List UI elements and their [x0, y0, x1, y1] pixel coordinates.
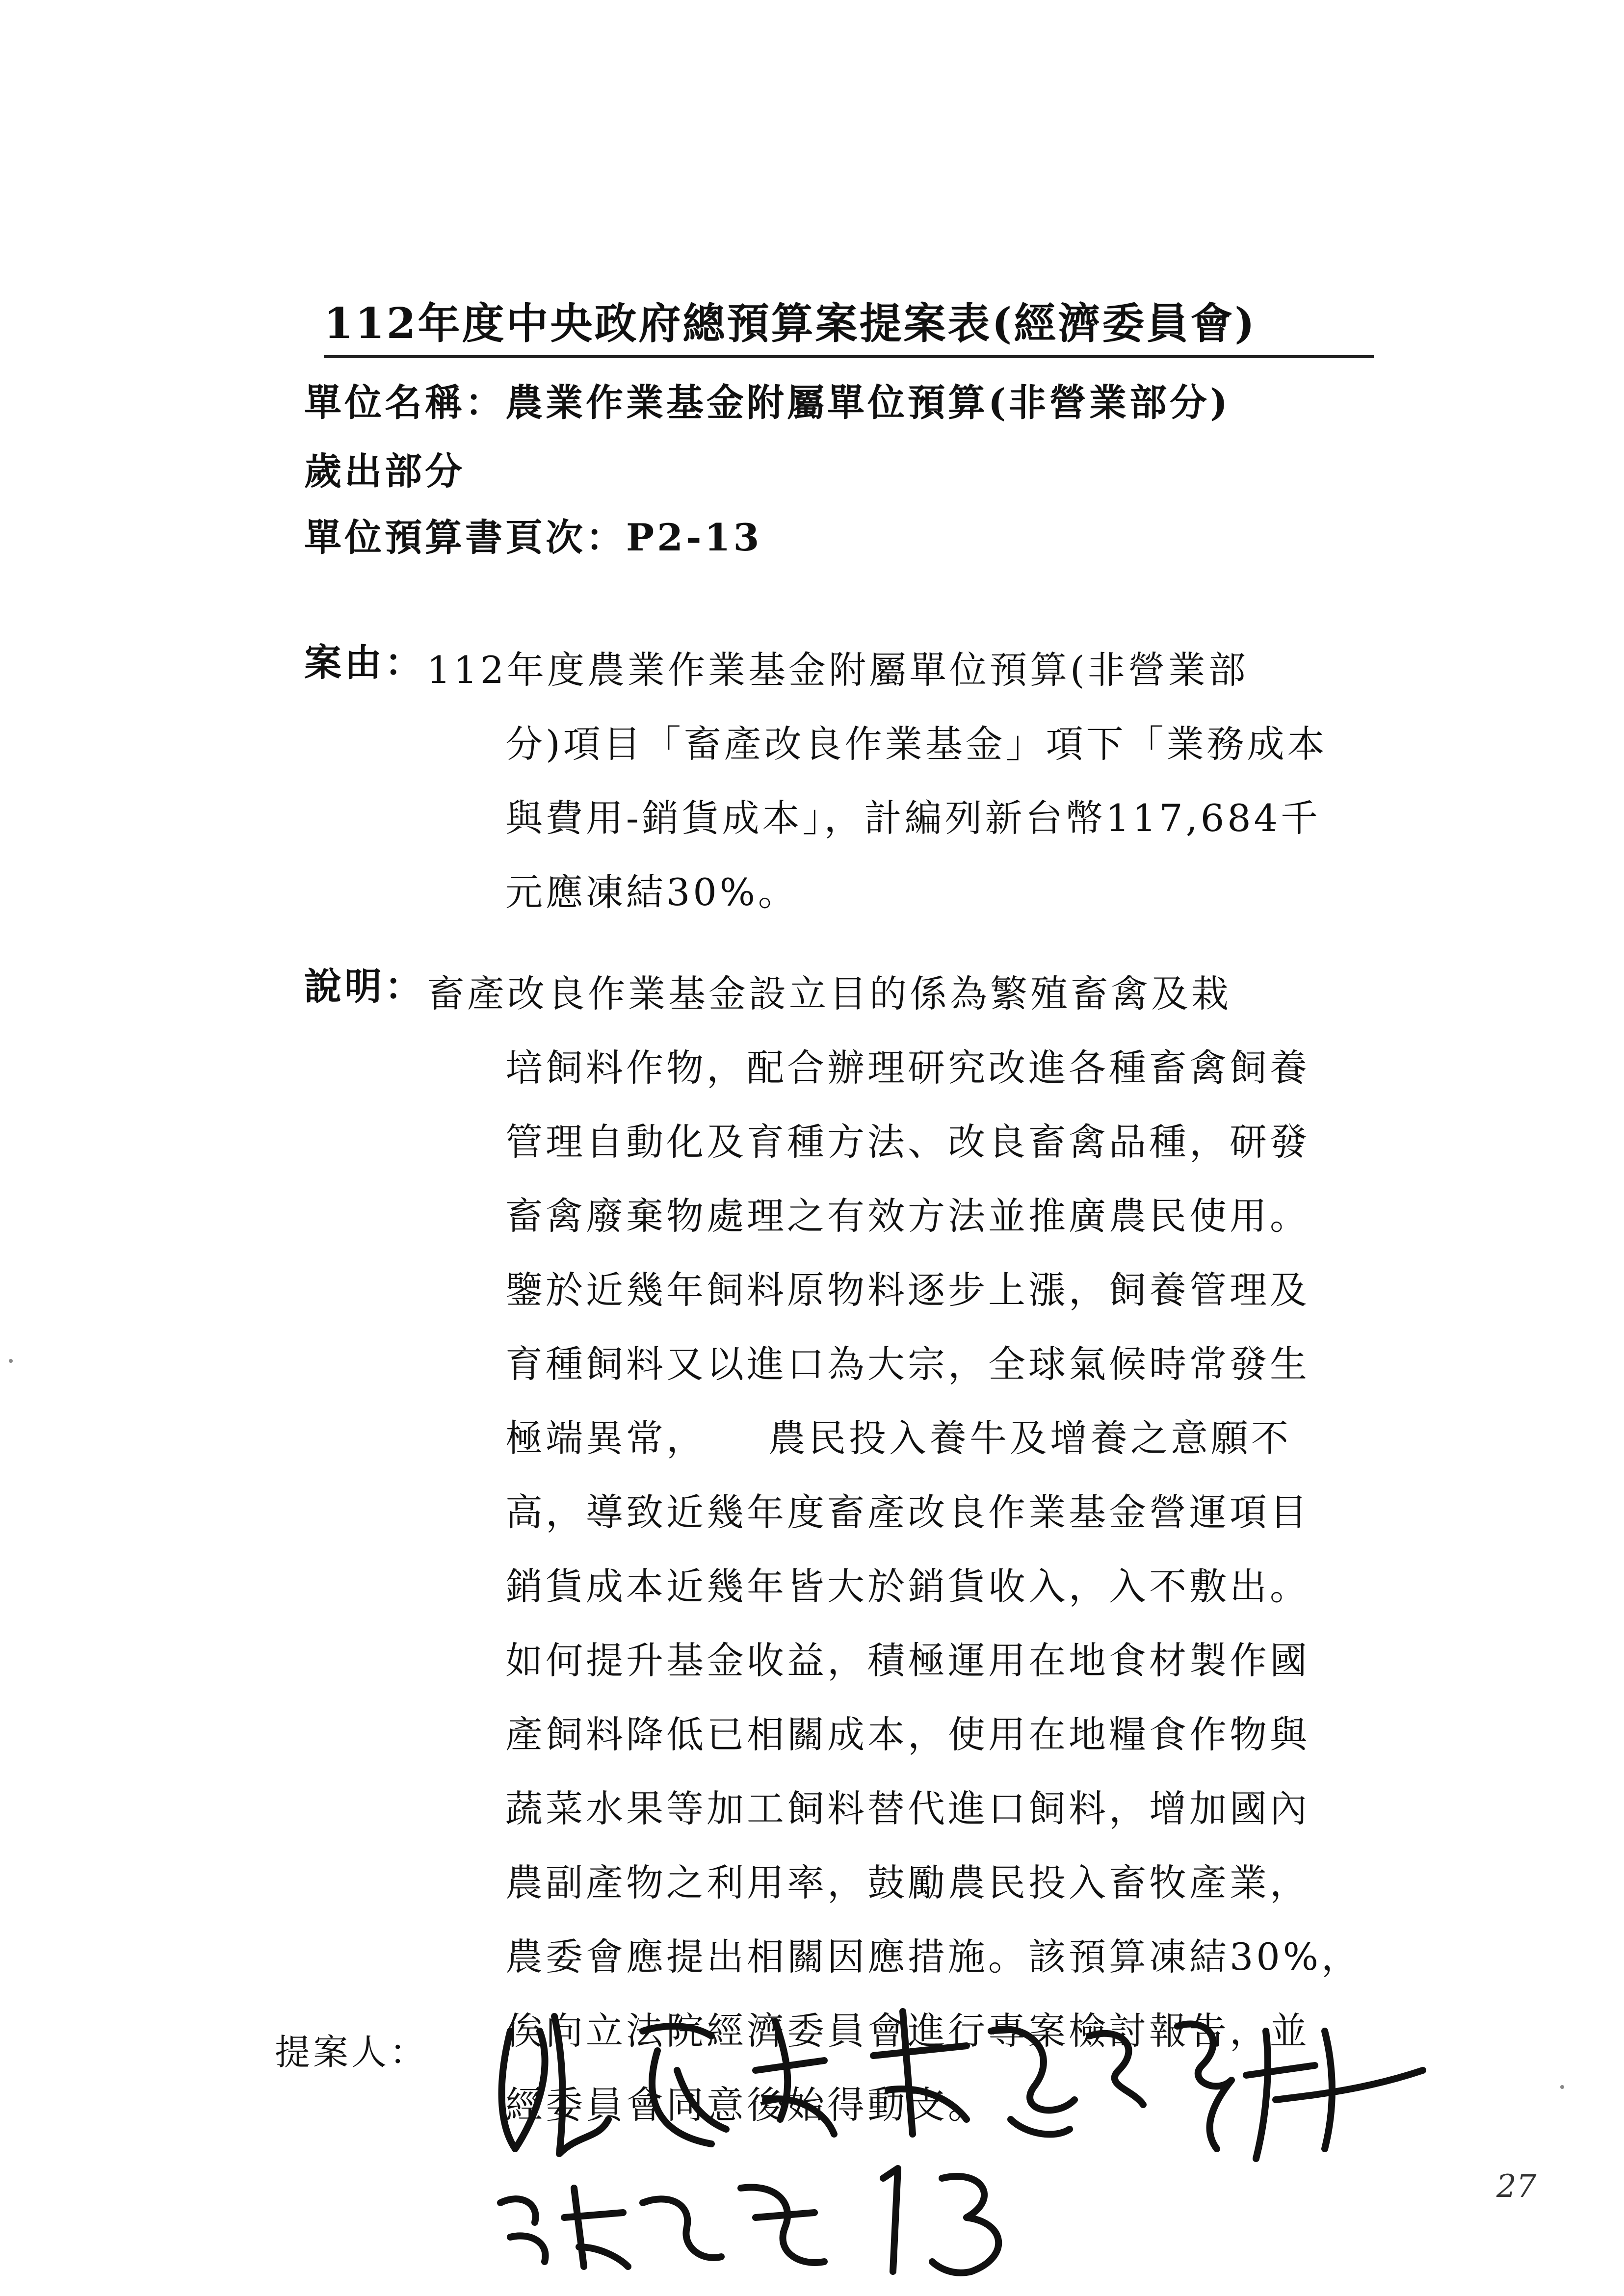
proposer-label: 提案人：: [275, 2032, 428, 2073]
case-line: 分)項目「畜產改良作業基金」項下「業務成本: [505, 722, 1328, 766]
explanation-line: 俟向立法院經濟委員會進行專案檢討報告，並: [505, 2009, 1310, 2053]
case-line: 與費用-銷貨成本」，計編列新台幣117,684千: [505, 796, 1321, 840]
explanation-line: 畜產改良作業基金設立目的係為繁殖畜禽及栽: [427, 972, 1231, 1016]
explanation-line: 極端異常， 農民投入養牛及增養之意願不: [505, 1416, 1291, 1460]
section-label: 歲出部分: [304, 449, 465, 493]
case-text: [427, 633, 1328, 929]
explanation-line: 如何提升基金收益，積極運用在地食材製作國: [505, 1639, 1310, 1682]
case-line: 112年度農業作業基金附屬單位預算(非營業部: [427, 648, 1249, 692]
explanation-text: [427, 957, 1362, 2142]
handwritten-signatures: [481, 1972, 1462, 2276]
unit-name: 單位名稱：農業作業基金附屬單位預算(非營業部分): [304, 381, 1231, 424]
scan-speck: [9, 1359, 13, 1363]
explanation-line: 銷貨成本近幾年皆大於銷貨收入，入不敷出。: [505, 1565, 1310, 1608]
budget-page-reference: 單位預算書頁次：P2-13: [304, 516, 762, 559]
explanation-line: 高，導致近幾年度畜產改良作業基金營運項目: [505, 1490, 1310, 1534]
explanation-line: 育種飼料又以進口為大宗，全球氣候時常發生: [505, 1342, 1310, 1386]
case-line: 元應凍結30%。: [505, 870, 798, 914]
explanation-line: 蔬菜水果等加工飼料替代進口飼料，增加國內: [505, 1787, 1310, 1830]
document-title: 112年度中央政府總預算案提案表(經濟委員會): [324, 289, 1374, 358]
explanation-line: 畜禽廢棄物處理之有效方法並推廣農民使用。: [505, 1194, 1310, 1238]
explanation-line: 經委員會同意後始得動支。: [505, 2083, 988, 2127]
explanation-line: 管理自動化及育種方法、改良畜禽品種，研發: [505, 1120, 1310, 1164]
explanation-line: 產飼料降低已相關成本，使用在地糧食作物與: [505, 1713, 1310, 1756]
explanation-line: 農副產物之利用率，鼓勵農民投入畜牧產業，: [505, 1861, 1310, 1905]
explanation-line: 鑒於近幾年飼料原物料逐步上漲，飼養管理及: [505, 1268, 1310, 1312]
explanation-line: 農委會應提出相關因應措施。該預算凍結30%，: [505, 1935, 1362, 1979]
case-label: 案由：: [304, 641, 425, 684]
explanation-label: 說明：: [304, 965, 425, 1008]
scan-speck: [1560, 2085, 1564, 2089]
page-number: 27: [1496, 2168, 1537, 2205]
explanation-line: 培飼料作物，配合辦理研究改進各種畜禽飼養: [505, 1046, 1310, 1090]
